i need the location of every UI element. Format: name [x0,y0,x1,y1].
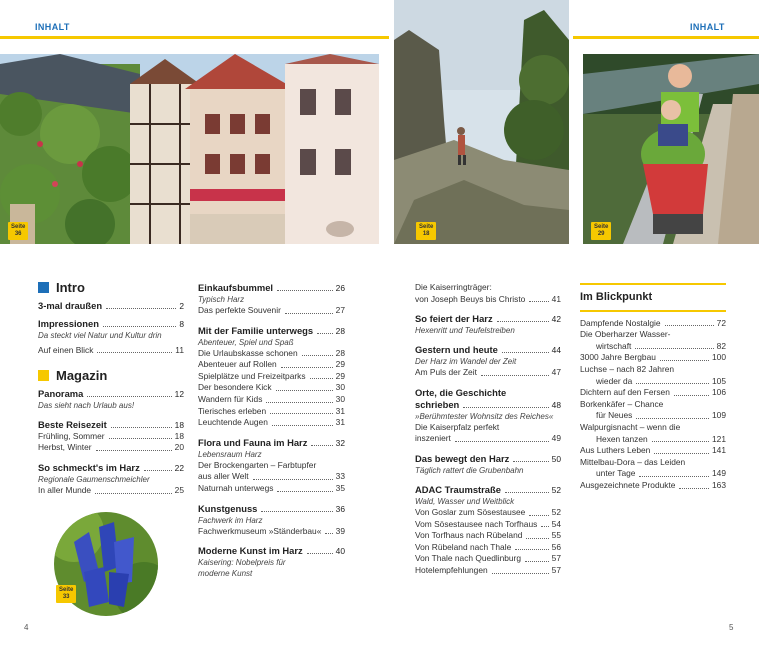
entry-title: Moderne Kunst im Harz [198,545,303,557]
left-page-number: 4 [24,623,29,632]
entry-title: Kunstgenuss [198,502,258,514]
coaster-page-badge [591,222,611,240]
entry-subtitle: Täglich rattert die Grubenbahn [415,465,524,475]
toc-entry-kaiserpfalz-line1[interactable]: Die Kaiserpfalz perfekt [415,421,500,432]
entry-subtitle-cont: moderne Kunst [198,569,253,579]
entry-title: Einkaufsbummel [198,282,274,293]
toc-column-2 [198,282,345,579]
entry-page: 39 [335,525,345,536]
right-header-bar [573,36,759,39]
dot-leader [281,367,333,368]
entry-title: In aller Munde [38,484,92,495]
dot-leader [144,470,172,471]
dot-leader [502,352,549,353]
entry-page: 29 [335,359,345,370]
entry-page: 27 [335,305,345,315]
entry-title: Mit der Familie unterwegs [198,324,314,336]
flower-badge-page: 33 [62,594,70,600]
flower-page-badge [56,585,76,603]
entry-subtitle: Abenteuer, Spiel und Spaß [198,337,294,347]
dot-leader [253,479,333,480]
dot-leader [109,438,172,439]
hiker-badge-label: Seite [419,224,434,230]
dot-leader [106,308,176,309]
dot-leader [455,441,549,442]
toc-entry-kaiserpfalz[interactable] [415,433,561,445]
coaster-badge-page: 29 [597,231,605,237]
toc-entry-borkenkaefer[interactable] [580,410,726,422]
entry-page: 2 [179,300,184,311]
yellow-square-icon [38,370,49,381]
toc-entry-brockengarten-cont[interactable] [198,471,345,483]
toc-entry-panorama[interactable] [38,388,184,400]
dot-leader [635,348,713,349]
dot-leader [311,445,332,446]
toc-entry-produkte[interactable] [580,480,726,492]
toc-entry-so-schmeckts[interactable] [38,462,184,474]
entry-page: 35 [335,482,345,493]
entry-subtitle: Regionale Gaumenschmeichler [38,474,150,484]
dot-leader [103,326,176,327]
toc-entry-ruebeland[interactable] [415,542,561,554]
dot-leader [636,383,709,384]
entry-title: Hotelempfehlungen [415,564,488,575]
entry-subtitle: Der Harz im Wandel der Zeit [415,357,517,367]
toc-entry-naturnah[interactable] [198,483,345,495]
section-intro-heading [38,282,184,294]
entry-page: 28 [335,325,345,336]
entry-page: 54 [551,518,561,529]
blue-square-icon [38,282,49,293]
dot-leader [325,533,332,534]
entry-title: Am Puls der Zeit [415,367,477,378]
dot-leader [270,413,333,414]
toc-entry-wandern-kids[interactable] [198,394,345,406]
toc-entry-puls[interactable] [415,367,561,379]
toc-entry-rollen[interactable] [198,359,345,371]
entry-title: Wandern für Kids [198,393,263,404]
entry-page: 42 [551,314,561,325]
toc-entry-torfhaus[interactable] [415,530,561,542]
entry-subtitle: Hexenritt und Teufelstreiben [415,326,515,336]
toc-entry-luther[interactable] [580,445,726,457]
entry-title: Von Thale nach Quedlinburg [415,553,522,564]
entry-page: 109 [712,410,726,421]
entry-page: 141 [712,445,726,456]
entry-page: 57 [551,553,561,564]
entry-title: Naturnah unterwegs [198,482,274,493]
entry-title: Der besondere Kick [198,382,272,393]
entry-subtitle: Fachwerk im Harz [198,515,263,525]
entry-subtitle: Das sieht nach Urlaub aus! [38,400,135,410]
entry-page: 57 [551,564,561,575]
entry-title: Vom Sösestausee nach Torfhaus [415,518,538,529]
toc-entry-luchse[interactable] [580,376,726,388]
entry-title: unter Tage [596,468,636,479]
entry-page: 121 [712,433,726,444]
entry-page: 31 [335,417,345,428]
entry-page: 18 [174,430,184,441]
entry-page: 26 [335,283,345,293]
toc-entry-luchse-line1[interactable]: Luchse – nach 82 Jahren [580,363,675,374]
toc-entry-dichtern[interactable] [580,387,726,399]
toc-entry-traumstrasse[interactable] [415,484,561,496]
blickpunkt-top-bar [580,283,726,285]
toc-entry-kaiserring-line1[interactable]: Die Kaiserringträger: [415,282,492,292]
toc-entry-kick[interactable] [198,382,345,394]
dot-leader [276,390,333,391]
toc-entry-tierisches[interactable] [198,406,345,418]
section-intro-title: Intro [56,280,85,295]
dot-leader [277,290,333,291]
dot-leader [310,378,333,379]
toc-entry-beste-reisezeit[interactable] [38,419,184,431]
entry-subtitle: »Berühmtester Wohnsitz des Reiches« [415,411,554,421]
entry-title: Fachwerkmuseum »Ständerbau« [198,525,322,536]
toc-entry-walpurgis[interactable] [580,434,726,446]
toc-entry-mittelbau[interactable] [580,468,726,480]
entry-page: 41 [551,293,561,304]
toc-entry-soesestausee[interactable] [415,519,561,531]
hiker-badge-page: 18 [422,231,430,237]
section-magazin-heading [38,370,184,382]
toc-column-1 [38,282,184,497]
entry-page: 36 [335,503,345,514]
toc-entry-familie[interactable] [198,325,345,337]
toc-entry-orte[interactable] [415,399,561,411]
entry-page: 18 [174,419,184,430]
toc-entry-walpurgis-line1[interactable]: Walpurgisnacht – wenn die [580,421,681,432]
entry-title: Hexen tanzen [596,433,648,444]
blickpunkt-title: Im Blickpunkt [580,291,653,303]
dot-leader [529,301,548,302]
entry-subtitle: Da steckt viel Natur und Kultur drin [38,330,162,340]
toc-entry-einkaufsbummel[interactable] [198,282,345,294]
coaster-badge-label: Seite [594,224,609,230]
town-page-badge [8,222,28,240]
entry-title: Leuchtende Augen [198,417,268,428]
entry-page: 52 [551,506,561,517]
town-badge-label: Seite [11,224,26,230]
dot-leader [541,526,548,527]
entry-page: 28 [335,347,345,358]
entry-title: aus aller Welt [198,471,249,482]
entry-title: Spielplätze und Freizeitparks [198,370,306,381]
toc-entry-flora[interactable] [198,437,345,449]
dot-leader [636,418,709,419]
photo-coaster [583,54,759,244]
entry-page: 52 [551,484,561,495]
dot-leader [317,333,333,334]
dot-leader [272,425,333,426]
entry-title: Aus Luthers Leben [580,445,651,456]
hiker-page-badge [416,222,436,240]
entry-page: 106 [712,387,726,398]
toc-entry-nostalgie[interactable] [580,318,726,330]
toc-entry-brockengarten[interactable]: Der Brockengarten – Farbtupfer [198,459,317,470]
dot-leader [679,488,709,489]
toc-column-4 [580,292,726,492]
entry-title: 3000 Jahre Bergbau [580,352,656,363]
dot-leader [97,352,172,353]
toc-entry-kaiserring[interactable] [415,294,561,306]
entry-page: 11 [175,344,184,355]
right-header-title: INHALT [690,22,725,32]
entry-page: 47 [551,367,561,378]
dot-leader [266,402,332,403]
dot-leader [492,573,549,574]
entry-page: 72 [716,317,726,328]
entry-page: 48 [551,399,561,410]
toc-entry-gestern[interactable] [415,344,561,356]
toc-entry-3mal[interactable] [38,300,184,312]
dot-leader [529,515,548,516]
entry-page: 30 [335,382,345,393]
toc-entry-in-aller-munde[interactable] [38,485,184,497]
toc-entry-bewegt[interactable] [415,453,561,465]
entry-title: Gestern und heute [415,344,498,356]
dot-leader [513,461,548,462]
toc-entry-staenderbau[interactable] [198,526,345,538]
dot-leader [515,549,548,550]
entry-page: 40 [335,546,345,557]
entry-subtitle: Lebensraum Harz [198,449,262,459]
entry-title: Das bewegt den Harz [415,452,510,464]
toc-entry-hotels[interactable] [415,565,561,577]
entry-title: So feiert der Harz [415,313,493,325]
photo-town [0,54,379,244]
entry-page: 100 [712,352,726,363]
entry-title: Von Torfhaus nach Rübeland [415,530,523,541]
entry-title: wieder da [596,375,633,386]
entry-title: Dampfende Nostalgie [580,317,661,328]
dot-leader [481,375,549,376]
entry-title: Von Rübeland nach Thale [415,541,512,552]
entry-title: So schmeckt's im Harz [38,461,140,473]
entry-page: 44 [551,345,561,356]
toc-entry-thale[interactable] [415,553,561,565]
entry-title: Dichtern auf den Fersen [580,387,670,398]
toc-entry-wasserwirtschaft[interactable] [580,341,726,353]
toc-column-3 [415,282,561,577]
entry-title: Ausgezeichnete Produkte [580,479,676,490]
entry-title: ADAC Traumstraße [415,483,501,495]
entry-page: 22 [174,462,184,473]
toc-entry-augen[interactable] [198,417,345,429]
toc-entry-spielplaetze[interactable] [198,371,345,383]
dot-leader [285,313,333,314]
entry-subtitle: Wald, Wasser und Weitblick [415,496,515,506]
dot-leader [652,441,709,442]
dot-leader [277,491,332,492]
entry-title: von Joseph Beuys bis Christo [415,293,526,304]
entry-page: 29 [335,370,345,381]
left-header-bar [0,36,389,39]
toc-entry-fruehling[interactable] [38,431,184,443]
entry-title: Die Urlaubskasse schonen [198,347,298,358]
entry-title: für Neues [596,410,633,421]
toc-entry-mittelbau-line1[interactable]: Mittelbau-Dora – das Leiden [580,456,686,467]
dot-leader [639,476,709,477]
dot-leader [505,492,549,493]
dot-leader [654,453,709,454]
dot-leader [307,553,333,554]
toc-entry-moderne-kunst[interactable] [198,545,345,557]
entry-title: Auf einen Blick [38,344,94,355]
entry-title: Von Goslar zum Sösestausee [415,506,526,517]
entry-page: 31 [335,405,345,416]
entry-page: 105 [712,375,726,386]
entry-title: wirtschaft [596,340,632,351]
entry-title: Das perfekte Souvenir [198,305,281,315]
section-magazin-title: Magazin [56,368,108,384]
entry-title: Panorama [38,387,84,399]
dot-leader [525,561,549,562]
town-illustration [0,54,379,244]
entry-title: Tierisches erleben [198,405,267,416]
toc-entry-kunstgenuss[interactable] [198,503,345,515]
entry-title: inszeniert [415,433,451,444]
toc-entry-goslar[interactable] [415,507,561,519]
entry-title: Beste Reisezeit [38,418,107,430]
toc-entry-so-feiert[interactable] [415,313,561,325]
hiker-illustration [394,0,569,244]
toc-entry-wasser-line1[interactable]: Die Oberharzer Wasser- [580,329,671,340]
entry-page: 8 [179,318,184,329]
toc-entry-impressionen[interactable] [38,318,184,330]
entry-page: 49 [551,433,561,444]
entry-title: 3-mal draußen [38,299,103,311]
dot-leader [302,355,333,356]
dot-leader [95,493,172,494]
toc-entry-orte-line1[interactable]: Orte, die Geschichte [415,386,507,398]
entry-page: 12 [174,388,184,399]
entry-title: Impressionen [38,317,99,329]
dot-leader [111,427,172,428]
left-header-title: INHALT [35,22,70,32]
entry-page: 163 [712,479,726,490]
toc-entry-urlaubskasse[interactable] [198,348,345,360]
flower-badge-label: Seite [59,587,74,593]
toc-entry-auf-einen-blick[interactable] [38,345,184,357]
dot-leader [526,538,548,539]
dot-leader [261,511,332,512]
entry-page: 56 [551,541,561,552]
dot-leader [87,396,171,397]
toc-entry-herbst[interactable] [38,442,184,454]
entry-page: 32 [335,437,345,448]
coaster-illustration [583,54,759,244]
entry-page: 33 [335,471,345,482]
entry-page: 20 [174,442,184,453]
town-badge-page: 36 [14,231,22,237]
toc-entry-bergbau[interactable] [580,352,726,364]
photo-hiker [394,0,569,244]
right-page-number: 5 [729,623,734,632]
dot-leader [665,325,714,326]
entry-subtitle: Typisch Harz [198,295,245,304]
dot-leader [674,395,709,396]
blickpunkt-title-bar [580,310,726,312]
entry-title: schrieben [415,398,460,410]
entry-page: 50 [551,453,561,464]
dot-leader [463,407,548,408]
entry-title: Frühling, Sommer [38,430,105,441]
dot-leader [96,450,172,451]
entry-title: Flora und Fauna im Harz [198,436,308,448]
toc-entry-borkenkaefer-line1[interactable]: Borkenkäfer – Chance [580,398,664,409]
entry-page: 82 [716,340,726,351]
entry-subtitle: Kaisering: Nobelpreis für [198,558,286,568]
entry-page: 149 [712,468,726,479]
dot-leader [660,360,709,361]
entry-page: 55 [551,530,561,541]
toc-entry-souvenir[interactable] [198,305,345,317]
entry-title: Abenteuer auf Rollen [198,359,277,370]
entry-page: 30 [335,393,345,404]
entry-page: 25 [174,484,184,495]
dot-leader [497,321,549,322]
entry-title: Herbst, Winter [38,442,92,453]
